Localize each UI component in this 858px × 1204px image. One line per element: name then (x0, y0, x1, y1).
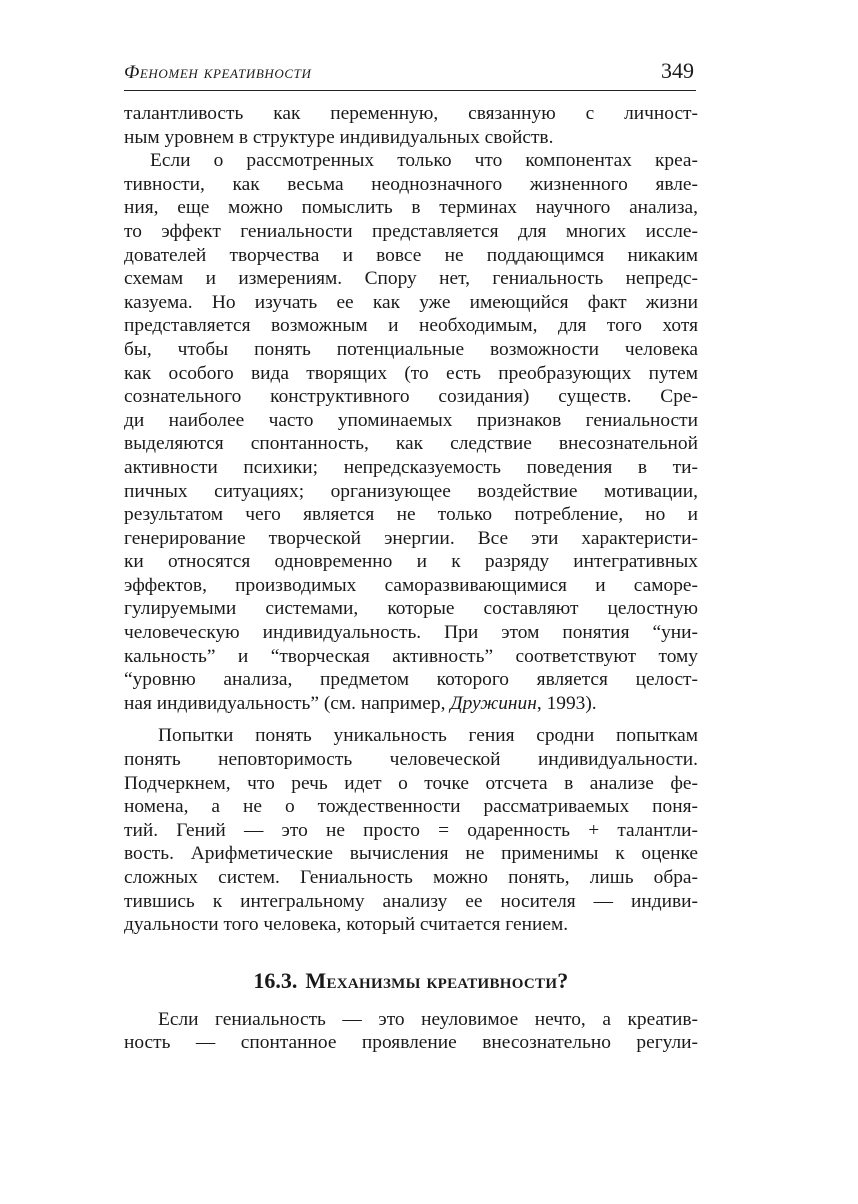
text-line: дуальности того человека, который считается гением. (124, 914, 569, 936)
text-line: тивности, как весьма неоднозначного жизненного явле- (124, 173, 698, 195)
text-line: Если о рассмотренных только что компонентах креа- (150, 150, 698, 172)
text-line: талантливость как переменную, связанную с личност- (124, 103, 698, 124)
section-heading (124, 967, 698, 995)
section-number: 16.3. (253, 967, 298, 993)
paragraph-3 (124, 724, 698, 936)
text-line: кальность” и “творческая активность” соответствуют тому (124, 645, 698, 667)
text-line: ния, еще можно помыслить в терминах научного анализа, (124, 197, 698, 219)
citation-year: , 1993). (536, 692, 597, 714)
text-line: номена, а не о тождественности рассматриваемых поня- (124, 796, 698, 818)
body-text (124, 102, 698, 1055)
text-line: Если гениальность — это неуловимое нечто, а креатив- (158, 1008, 698, 1030)
paragraph-1 (124, 102, 698, 149)
text-line: генерирование творческой энергии. Все эти характеристи- (124, 527, 698, 549)
text-line: активности психики; непредсказуемость поведения в ти- (124, 456, 698, 478)
text-line: Попытки понять уникальность гения сродни попыткам (158, 725, 698, 747)
text-line: казуема. Но изучать ее как уже имеющийся факт жизни (124, 291, 698, 313)
text-line: результатом чего является не только потребление, но и (124, 504, 698, 526)
text-line: дователей творчества и вовсе не поддающимся никаким (124, 244, 698, 266)
paragraph-2 (124, 149, 698, 715)
text-line: как особого вида творящих (то есть преобразующих путем (124, 362, 698, 384)
text-line: “уровню анализа, предметом которого является целост- (124, 669, 698, 691)
text-line: тившись к интегральному анализу ее носителя — индиви- (124, 890, 698, 912)
text-line: бы, чтобы понять потенциальные возможности человека (124, 338, 698, 360)
text-line-with-citation (124, 692, 698, 716)
paragraph-4 (124, 1008, 698, 1055)
running-head (124, 56, 696, 90)
text-line: человеческую индивидуальность. При этом понятия “уни- (124, 622, 698, 644)
text-line: ным уровнем в структуре индивидуальных свойств. (124, 126, 554, 148)
text-line: ность — спонтанное проявление внесознательно регули- (124, 1032, 698, 1054)
text-line: схемам и измерениям. Спору нет, гениальность непредс- (124, 268, 698, 290)
text-line: сознательного конструктивного созидания) существ. Сре- (124, 386, 698, 408)
text-line: ди наиболее часто упоминаемых признаков гениальности (124, 409, 698, 431)
text-line: сложных систем. Гениальность можно понять, лишь обра- (124, 867, 698, 888)
text-line: понять неповторимость человеческой индивидуальности. (124, 749, 698, 771)
text-line: пичных ситуациях; организующее воздействие мотивации, (124, 480, 698, 502)
page-number: 349 (661, 58, 694, 83)
citation-author: Дружинин (450, 692, 537, 714)
header-rule (124, 90, 696, 91)
text-line: эффектов, производимых саморазвивающимися и саморе- (124, 574, 698, 596)
text-line: Подчеркнем, что речь идет о точке отсчета в анализе фе- (124, 772, 698, 794)
text-fragment: ная индивидуальность” (см. например, (124, 692, 451, 714)
text-line: представляется возможным и необходимым, для того хотя (124, 315, 698, 337)
text-line: гулируемыми системами, которые составляют целостную (124, 598, 698, 620)
text-line: ки относятся одновременно и к разряду интегративных (124, 551, 698, 573)
text-line: выделяются спонтанность, как следствие внесознательной (124, 433, 698, 455)
text-line: то эффект гениальности представляется для многих иссле- (124, 220, 698, 242)
section-title: Механизмы креативности? (305, 967, 569, 993)
text-line: вость. Арифметические вычисления не применимы к оценке (124, 843, 698, 865)
text-line: тий. Гений — это не просто = одаренность + талантли- (124, 819, 698, 841)
running-title: Феномен креативности (124, 62, 312, 83)
